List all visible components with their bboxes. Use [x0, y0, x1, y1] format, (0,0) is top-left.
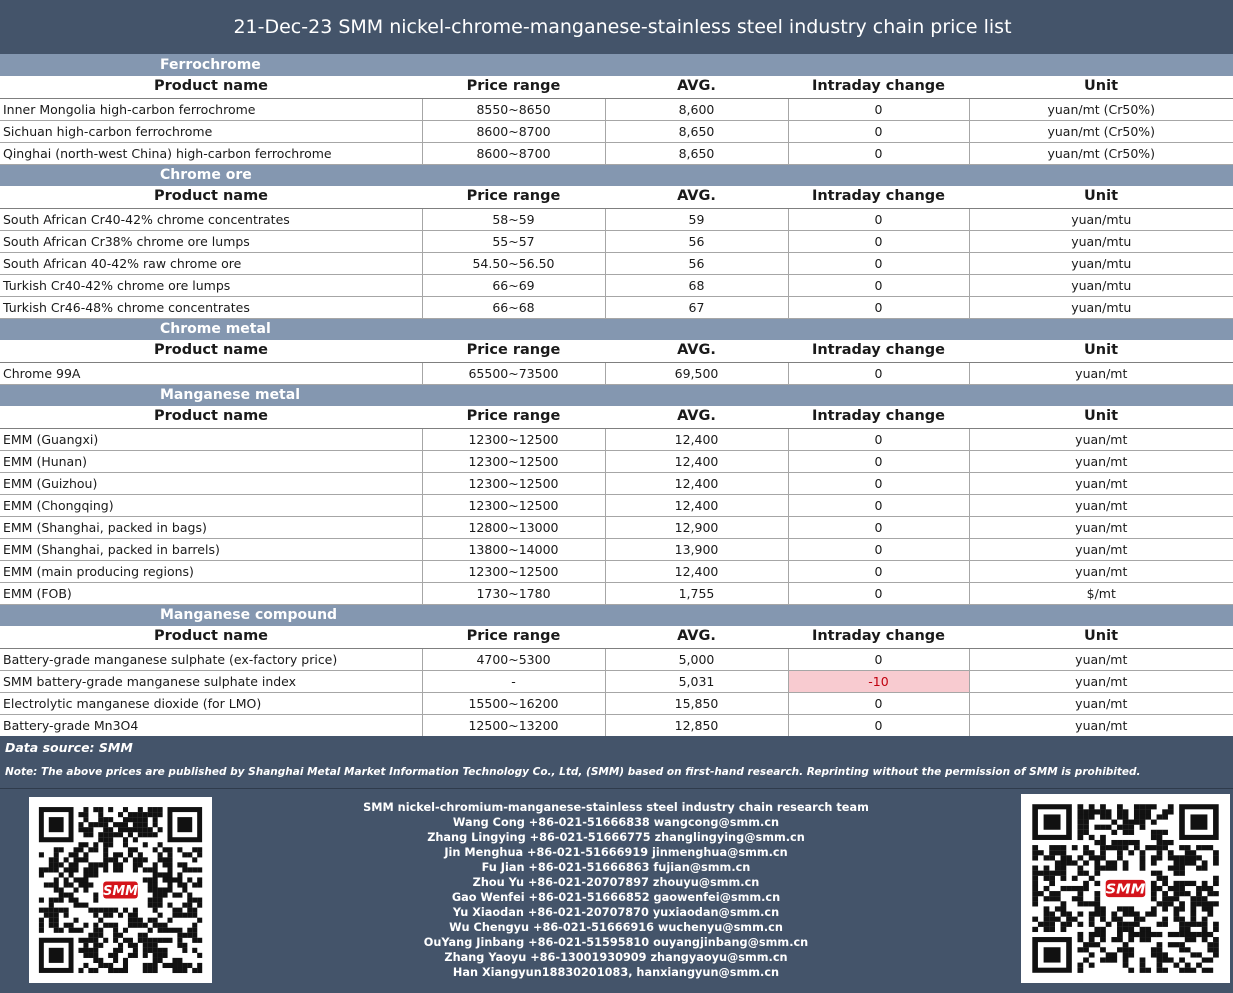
cell-unit: yuan/mt [969, 538, 1233, 560]
cell-avg: 56 [605, 230, 788, 252]
contact-list [300, 815, 932, 980]
section-header [0, 384, 1233, 406]
cell-range: - [422, 670, 605, 692]
price-table [0, 54, 1233, 737]
cell-product: Battery-grade manganese sulphate (ex-factory price) [0, 648, 422, 670]
cell-range: 54.50~56.50 [422, 252, 605, 274]
cell-unit: yuan/mt [969, 428, 1233, 450]
section-header [0, 54, 1233, 76]
column-header-change: Intraday change [788, 626, 969, 648]
cell-product: Turkish Cr46-48% chrome concentrates [0, 296, 422, 318]
qr-code-icon [1021, 794, 1230, 983]
cell-unit: yuan/mtu [969, 296, 1233, 318]
column-header-change: Intraday change [788, 186, 969, 208]
cell-unit: yuan/mtu [969, 274, 1233, 296]
cell-range: 8600~8700 [422, 120, 605, 142]
cell-product: EMM (Shanghai, packed in bags) [0, 516, 422, 538]
cell-change: 0 [788, 560, 969, 582]
research-team-contacts [300, 800, 932, 980]
cell-avg: 5,000 [605, 648, 788, 670]
cell-avg: 67 [605, 296, 788, 318]
section-title: Ferrochrome [0, 54, 1233, 76]
column-header-unit: Unit [969, 626, 1233, 648]
cell-product: Qinghai (north-west China) high-carbon ferrochrome [0, 142, 422, 164]
cell-change: 0 [788, 120, 969, 142]
cell-avg: 59 [605, 208, 788, 230]
column-header-product: Product name [0, 406, 422, 428]
column-header-change: Intraday change [788, 340, 969, 362]
cell-avg: 1,755 [605, 582, 788, 604]
table-row [0, 142, 1233, 164]
section-header [0, 318, 1233, 340]
cell-unit: yuan/mt (Cr50%) [969, 98, 1233, 120]
cell-unit: yuan/mt [969, 362, 1233, 384]
column-header-product: Product name [0, 186, 422, 208]
cell-change: 0 [788, 582, 969, 604]
cell-product: South African Cr40-42% chrome concentrates [0, 208, 422, 230]
cell-product: Sichuan high-carbon ferrochrome [0, 120, 422, 142]
column-header-avg: AVG. [605, 340, 788, 362]
table-row [0, 274, 1233, 296]
section-title: Chrome ore [0, 164, 1233, 186]
contact-line: Zhou Yu +86-021-20707897 zhouyu@smm.cn [472, 876, 760, 889]
table-row [0, 208, 1233, 230]
cell-avg: 12,400 [605, 494, 788, 516]
footer-divider [0, 788, 1233, 789]
cell-range: 1730~1780 [422, 582, 605, 604]
table-row [0, 670, 1233, 692]
cell-range: 8550~8650 [422, 98, 605, 120]
qr-logo-text: SMM [103, 883, 138, 900]
cell-product: Electrolytic manganese dioxide (for LMO) [0, 692, 422, 714]
cell-change: 0 [788, 538, 969, 560]
qr-code-icon [29, 797, 212, 983]
contact-line: Zhang Yaoyu +86-13001930909 zhangyaoyu@smm.cn [444, 951, 788, 964]
cell-avg: 12,400 [605, 428, 788, 450]
table-row [0, 692, 1233, 714]
column-header-product: Product name [0, 626, 422, 648]
cell-unit: yuan/mt [969, 494, 1233, 516]
column-header-unit: Unit [969, 406, 1233, 428]
cell-range: 66~69 [422, 274, 605, 296]
cell-avg: 8,600 [605, 98, 788, 120]
column-header-row [0, 186, 1233, 208]
page-title: 21-Dec-23 SMM nickel-chrome-manganese-stainless steel industry chain price list [0, 0, 1233, 54]
cell-product: Battery-grade Mn3O4 [0, 714, 422, 736]
cell-range: 12300~12500 [422, 560, 605, 582]
cell-product: EMM (Guangxi) [0, 428, 422, 450]
section-title: Manganese metal [0, 384, 1233, 406]
cell-product: EMM (Chongqing) [0, 494, 422, 516]
section-header [0, 164, 1233, 186]
cell-change: 0 [788, 450, 969, 472]
column-header-change: Intraday change [788, 76, 969, 98]
cell-unit: $/mt [969, 582, 1233, 604]
cell-unit: yuan/mt [969, 714, 1233, 736]
table-row [0, 648, 1233, 670]
column-header-unit: Unit [969, 340, 1233, 362]
cell-range: 12800~13000 [422, 516, 605, 538]
cell-unit: yuan/mt (Cr50%) [969, 120, 1233, 142]
cell-product: EMM (Guizhou) [0, 472, 422, 494]
column-header-row [0, 406, 1233, 428]
cell-change: 0 [788, 714, 969, 736]
cell-range: 12300~12500 [422, 494, 605, 516]
cell-change: 0 [788, 472, 969, 494]
cell-change: 0 [788, 516, 969, 538]
cell-avg: 12,400 [605, 450, 788, 472]
column-header-range: Price range [422, 626, 605, 648]
cell-product: South African 40-42% raw chrome ore [0, 252, 422, 274]
cell-avg: 12,850 [605, 714, 788, 736]
cell-change: -10 [788, 670, 969, 692]
contact-line: OuYang Jinbang +86-021-51595810 ouyangjinbang@smm.cn [423, 936, 809, 949]
cell-product: Turkish Cr40-42% chrome ore lumps [0, 274, 422, 296]
cell-product: Chrome 99A [0, 362, 422, 384]
cell-avg: 69,500 [605, 362, 788, 384]
cell-avg: 68 [605, 274, 788, 296]
cell-change: 0 [788, 362, 969, 384]
cell-avg: 15,850 [605, 692, 788, 714]
table-row [0, 472, 1233, 494]
column-header-change: Intraday change [788, 406, 969, 428]
cell-range: 12300~12500 [422, 450, 605, 472]
column-header-row [0, 340, 1233, 362]
cell-change: 0 [788, 648, 969, 670]
cell-range: 55~57 [422, 230, 605, 252]
column-header-avg: AVG. [605, 626, 788, 648]
cell-unit: yuan/mtu [969, 208, 1233, 230]
contact-line: Wu Chengyu +86-021-51666916 wuchenyu@smm.cn [449, 921, 783, 934]
contact-line: Zhang Lingying +86-021-51666775 zhanglingying@smm.cn [427, 831, 805, 844]
cell-product: EMM (FOB) [0, 582, 422, 604]
cell-range: 8600~8700 [422, 142, 605, 164]
cell-unit: yuan/mt [969, 450, 1233, 472]
table-row [0, 582, 1233, 604]
cell-change: 0 [788, 494, 969, 516]
column-header-range: Price range [422, 76, 605, 98]
contact-line: Gao Wenfei +86-021-51666852 gaowenfei@smm.cn [451, 891, 781, 904]
table-row [0, 538, 1233, 560]
section-title: Manganese compound [0, 604, 1233, 626]
cell-unit: yuan/mt [969, 648, 1233, 670]
cell-change: 0 [788, 274, 969, 296]
data-source: Data source: SMM [5, 740, 133, 755]
cell-product: EMM (main producing regions) [0, 560, 422, 582]
cell-product: SMM battery-grade manganese sulphate index [0, 670, 422, 692]
contact-line: Jin Menghua +86-021-51666919 jinmenghua@smm.cn [444, 846, 788, 859]
table-row [0, 230, 1233, 252]
cell-unit: yuan/mtu [969, 230, 1233, 252]
cell-change: 0 [788, 692, 969, 714]
cell-product: South African Cr38% chrome ore lumps [0, 230, 422, 252]
table-row [0, 494, 1233, 516]
price-table-body [0, 54, 1233, 736]
contact-line: Wang Cong +86-021-51666838 wangcong@smm.cn [452, 816, 780, 829]
cell-avg: 8,650 [605, 142, 788, 164]
cell-change: 0 [788, 252, 969, 274]
cell-unit: yuan/mt (Cr50%) [969, 142, 1233, 164]
cell-range: 66~68 [422, 296, 605, 318]
cell-unit: yuan/mtu [969, 252, 1233, 274]
table-row [0, 362, 1233, 384]
column-header-avg: AVG. [605, 186, 788, 208]
disclaimer-note: Note: The above prices are published by Shanghai Metal Market Information Technology Co., Ltd, (SMM) based on first-hand research. Reprinting without the permission of SMM is prohibited. [5, 766, 1141, 778]
column-header-range: Price range [422, 186, 605, 208]
column-header-row [0, 76, 1233, 98]
cell-avg: 12,400 [605, 560, 788, 582]
column-header-unit: Unit [969, 76, 1233, 98]
cell-range: 65500~73500 [422, 362, 605, 384]
column-header-row [0, 626, 1233, 648]
team-title: SMM nickel-chromium-manganese-stainless steel industry chain research team [363, 801, 869, 814]
footer [0, 736, 1233, 993]
cell-unit: yuan/mt [969, 516, 1233, 538]
cell-avg: 13,900 [605, 538, 788, 560]
cell-product: Inner Mongolia high-carbon ferrochrome [0, 98, 422, 120]
column-header-range: Price range [422, 406, 605, 428]
cell-avg: 56 [605, 252, 788, 274]
contact-line: Han Xiangyun18830201083, hanxiangyun@smm.cn [452, 966, 780, 979]
cell-change: 0 [788, 208, 969, 230]
cell-change: 0 [788, 296, 969, 318]
table-row [0, 560, 1233, 582]
cell-range: 12500~13200 [422, 714, 605, 736]
column-header-range: Price range [422, 340, 605, 362]
cell-change: 0 [788, 142, 969, 164]
cell-change: 0 [788, 98, 969, 120]
cell-unit: yuan/mt [969, 472, 1233, 494]
table-row [0, 428, 1233, 450]
cell-unit: yuan/mt [969, 560, 1233, 582]
cell-product: EMM (Hunan) [0, 450, 422, 472]
cell-unit: yuan/mt [969, 692, 1233, 714]
table-row [0, 120, 1233, 142]
cell-change: 0 [788, 428, 969, 450]
cell-range: 15500~16200 [422, 692, 605, 714]
table-row [0, 296, 1233, 318]
table-row [0, 516, 1233, 538]
cell-change: 0 [788, 230, 969, 252]
table-row [0, 252, 1233, 274]
table-row [0, 450, 1233, 472]
cell-avg: 8,650 [605, 120, 788, 142]
column-header-unit: Unit [969, 186, 1233, 208]
section-header [0, 604, 1233, 626]
section-title: Chrome metal [0, 318, 1233, 340]
cell-avg: 12,400 [605, 472, 788, 494]
cell-range: 12300~12500 [422, 428, 605, 450]
column-header-avg: AVG. [605, 76, 788, 98]
cell-range: 12300~12500 [422, 472, 605, 494]
cell-avg: 12,900 [605, 516, 788, 538]
cell-product: EMM (Shanghai, packed in barrels) [0, 538, 422, 560]
column-header-product: Product name [0, 76, 422, 98]
table-row [0, 714, 1233, 736]
cell-unit: yuan/mt [969, 670, 1233, 692]
column-header-avg: AVG. [605, 406, 788, 428]
table-row [0, 98, 1233, 120]
cell-avg: 5,031 [605, 670, 788, 692]
qr-logo-text: SMM [1105, 882, 1146, 898]
contact-line: Fu Jian +86-021-51666863 fujian@smm.cn [481, 861, 751, 874]
cell-range: 58~59 [422, 208, 605, 230]
cell-range: 13800~14000 [422, 538, 605, 560]
column-header-product: Product name [0, 340, 422, 362]
contact-line: Yu Xiaodan +86-021-20707870 yuxiaodan@smm.cn [452, 906, 780, 919]
cell-range: 4700~5300 [422, 648, 605, 670]
